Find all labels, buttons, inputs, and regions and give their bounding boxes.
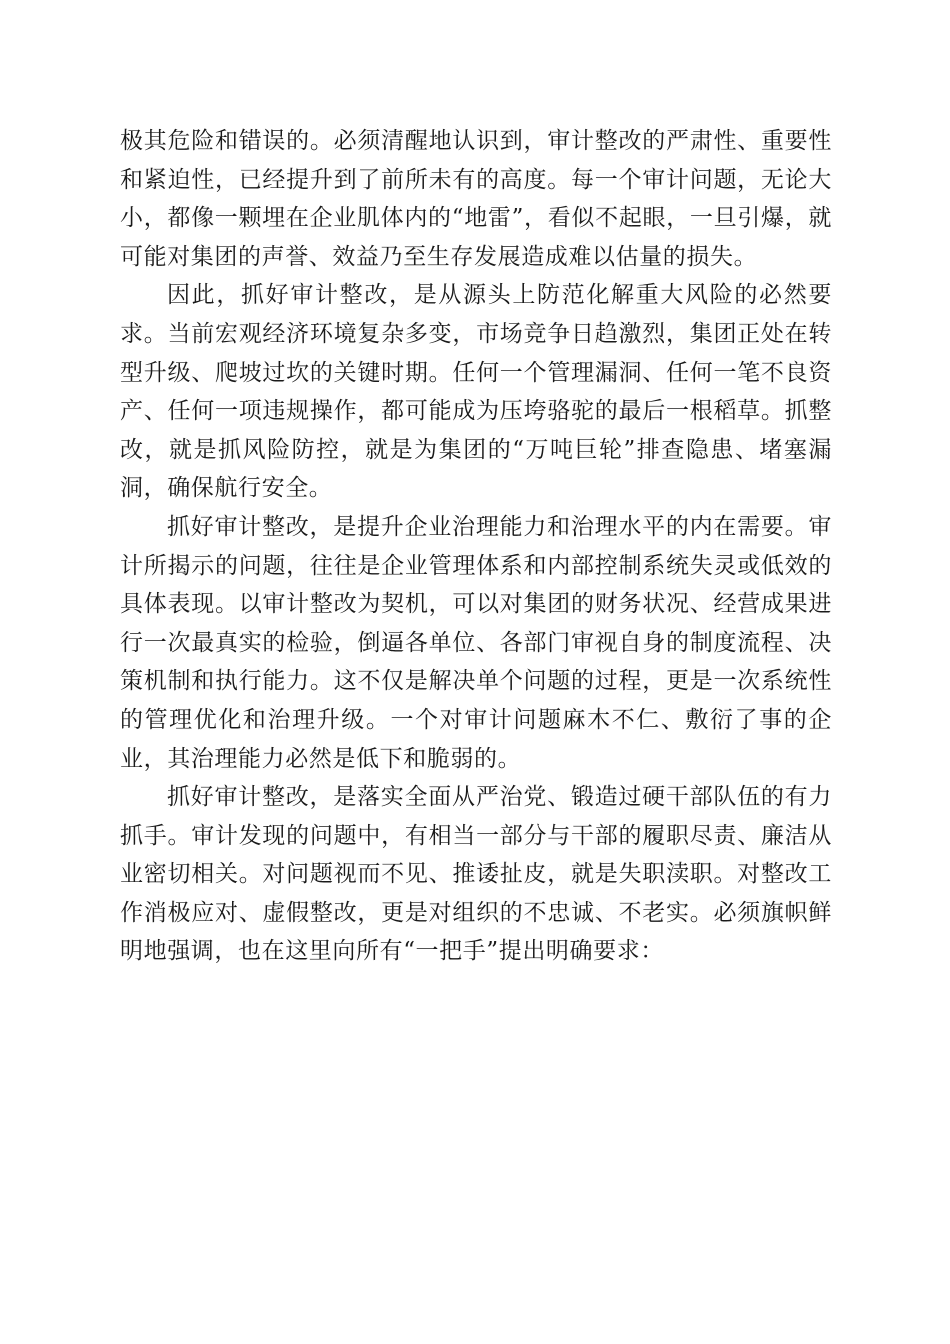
document-body [120, 122, 832, 971]
paragraph-3: 抓好审计整改，是提升企业治理能力和治理水平的内在需要。审计所揭示的问题，往往是企业管理体系和内部控制系统失灵或低效的具体表现。以审计整改为契机，可以对集团的财务状况、经营成果进行一次最真实的检验，倒逼各单位、各部门审视自身的制度流程、决策机制和执行能力。这不仅是解决单个问题的过程，更是一次系统性的管理优化和治理升级。一个对审计问题麻木不仁、敷衍了事的企业，其治理能力必然是低下和脆弱的。 [120, 513, 832, 772]
paragraph-1: 极其危险和错误的。必须清醒地认识到，审计整改的严肃性、重要性和紧迫性，已经提升到了前所未有的高度。每一个审计问题，无论大小，都像一颗埋在企业肌体内的“地雷”，看似不起眼，一旦引爆，就可能对集团的声誉、效益乃至生存发展造成难以估量的损失。 [120, 128, 832, 270]
paragraph-2: 因此，抓好审计整改，是从源头上防范化解重大风险的必然要求。当前宏观经济环境复杂多变，市场竞争日趋激烈，集团正处在转型升级、爬坡过坎的关键时期。任何一个管理漏洞、任何一笔不良资产、任何一项违规操作，都可能成为压垮骆驼的最后一根稻草。抓整改，就是抓风险防控，就是为集团的“万吨巨轮”排查隐患、堵塞漏洞，确保航行安全。 [120, 282, 832, 502]
paragraph-4: 抓好审计整改，是落实全面从严治党、锻造过硬干部队伍的有力抓手。审计发现的问题中，有相当一部分与干部的履职尽责、廉洁从业密切相关。对问题视而不见、推诿扯皮，就是失职渎职。对整改工作消极应对、虚假整改，更是对组织的不忠诚、不老实。必须旗帜鲜明地强调，也在这里向所有“一把手”提出明确要求： [120, 784, 832, 965]
